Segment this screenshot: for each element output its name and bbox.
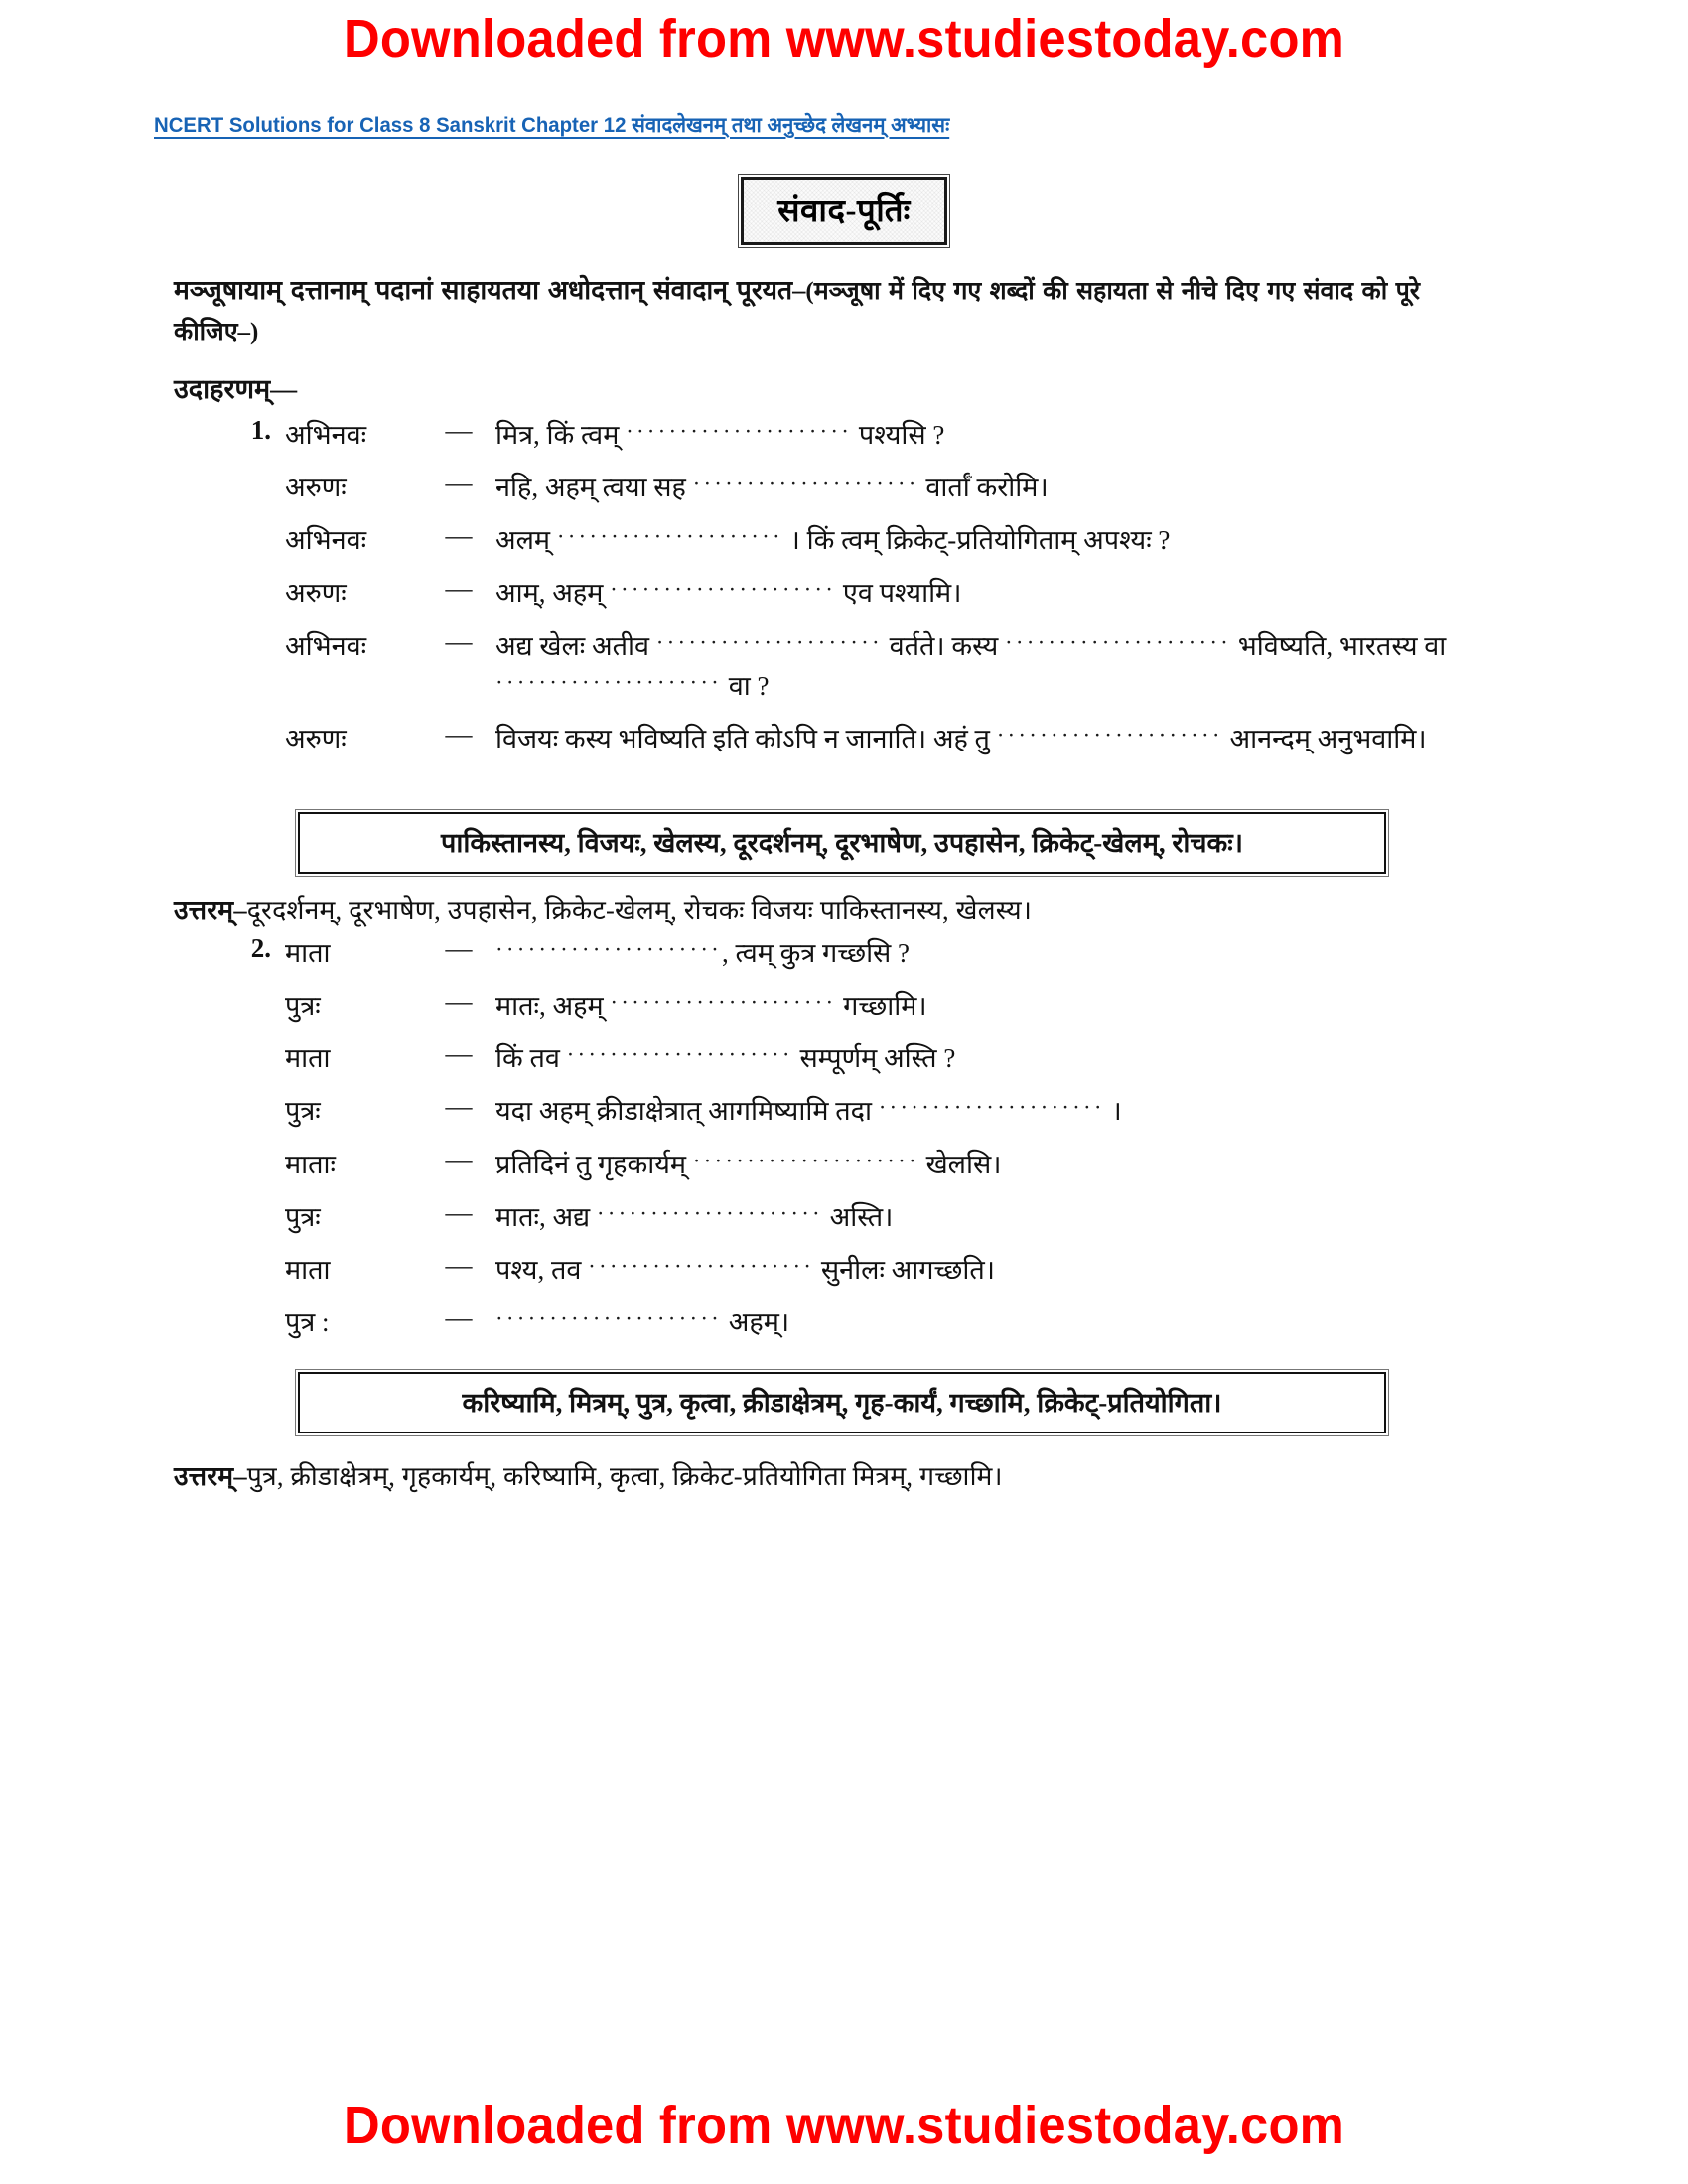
speaker-label: अरुणः: [285, 723, 347, 753]
dialogue-dash: —: [445, 625, 473, 656]
exercise-number: 1.: [250, 415, 271, 445]
blank-dots: ·····················: [692, 472, 919, 497]
dialogue-text: प्रतिदिनं तु गृहकार्यम् ····················· खेलसि।: [495, 1145, 1122, 1197]
dialogue-row: [223, 719, 1488, 771]
blank-dots: ·····················: [655, 629, 883, 655]
dialogue-row: [223, 1145, 1122, 1197]
example-label: उदाहरणम्—: [174, 374, 298, 404]
instruction-paragraph: [174, 270, 1420, 352]
dialogue-dash: —: [445, 1301, 473, 1332]
dialogue-row: [223, 1038, 1122, 1091]
instruction-hindi: (मञ्जूषा में दिए गए शब्दों की सहायता से नीचे दिए गए संवाद को पूरे कीजिए–): [174, 278, 1420, 346]
exercise-number: 2.: [250, 933, 271, 963]
answer-text: पुत्र, क्रीडाक्षेत्रम्, गृहकार्यम्, करिष्यामि, कृत्वा, क्रिकेट-प्रतियोगिता मित्रम्, गच्छामि।: [246, 1461, 1003, 1491]
dialogue-dash: —: [445, 1091, 473, 1122]
answer-text: दूरदर्शनम्, दूरभाषेण, उपहासेन, क्रिकेट-खेलम्, रोचकः विजयः पाकिस्तानस्य, खेलस्य।: [246, 895, 1033, 925]
speaker-label: माता: [285, 1043, 331, 1074]
dialogue-text: पश्य, तव ····················· सुनीलः आगच्छति।: [495, 1250, 1122, 1302]
dialogue-row: [223, 520, 1488, 573]
dialogue-text: मित्र, किं त्वम् ····················· पश्यसि ?: [495, 415, 1488, 468]
answer-label: उत्तरम्–: [174, 1461, 247, 1491]
blank-dots: ·····················: [588, 1253, 815, 1279]
dialogue-table-1: [223, 415, 1488, 771]
dialogue-text: ·····················, त्वम् कुत्र गच्छसि ?: [495, 933, 1122, 986]
row-spacer: [223, 573, 285, 625]
row-spacer: [223, 719, 285, 771]
speaker-label: माता: [285, 1254, 331, 1285]
dialogue-row: [223, 1302, 1122, 1355]
dialogue-text: अलम् ····················· । किं त्वम् क्रिकेट्-प्रतियोगिताम् अपश्यः ?: [495, 520, 1488, 573]
dialogue-dash: —: [445, 573, 473, 604]
answer-line-2: [174, 1457, 1003, 1493]
dialogue-row: [223, 626, 1488, 719]
row-spacer: [223, 1091, 285, 1144]
dialogue-text: मातः, अहम् ····················· गच्छामि।: [495, 986, 1122, 1038]
dialogue-text: विजयः कस्य भविष्यति इति कोऽपि न जानाति। अहं तु ····················· आनन्दम् अनुभवामि।: [495, 719, 1488, 771]
dialogue-dash: —: [445, 468, 473, 498]
dialogue-text: मातः, अद्य ····················· अस्ति।: [495, 1197, 1122, 1250]
dialogue-dash: —: [445, 933, 473, 963]
row-spacer: [223, 1197, 285, 1250]
blank-dots: ·····················: [878, 1095, 1105, 1121]
row-spacer: [223, 986, 285, 1038]
blank-dots: ·····················: [596, 1200, 823, 1226]
speaker-label: पुत्रः: [285, 1201, 321, 1232]
dialogue-dash: —: [445, 986, 473, 1017]
dialogue-text: अद्य खेलः अतीव ····················· वर्तते। कस्य ····················· भविष्यति, भारतस्य वा ····················· वा ?: [495, 626, 1488, 719]
row-spacer: [223, 1145, 285, 1197]
answer-line-1: [174, 891, 1032, 927]
blank-dots: ·····················: [1005, 629, 1232, 655]
speaker-label: पुत्रः: [285, 1096, 321, 1127]
dialogue-dash: —: [445, 1196, 473, 1227]
dialogue-dash: —: [445, 520, 473, 551]
dialogue-text: आम्, अहम् ····················· एव पश्यामि।: [495, 573, 1488, 625]
dialogue-text: ····················· अहम्।: [495, 1302, 1122, 1355]
dialogue-row: [223, 1091, 1122, 1144]
speaker-label: अभिनवः: [285, 525, 367, 556]
blank-dots: ·····················: [566, 1042, 793, 1068]
speaker-label: अरुणः: [285, 473, 347, 503]
watermark-bottom: Downloaded from www.studiestoday.com: [344, 2096, 1344, 2155]
dialogue-row: [223, 986, 1122, 1038]
dialogue-row: [223, 933, 1122, 986]
dialogue-row: [223, 1197, 1122, 1250]
row-spacer: [223, 1038, 285, 1091]
word-bank-1: पाकिस्तानस्य, विजयः, खेलस्य, दूरदर्शनम्, दूरभाषेण, उपहासेन, क्रिकेट्-खेलम्, रोचकः।: [298, 812, 1386, 874]
dialogue-dash: —: [445, 1249, 473, 1280]
dialogue-dash: —: [445, 1038, 473, 1069]
speaker-label: अरुणः: [285, 578, 347, 609]
speaker-label: पुत्र :: [285, 1306, 330, 1337]
blank-dots: ·····················: [556, 524, 783, 550]
dialogue-row: [223, 573, 1488, 625]
page-title: संवाद-पूर्तिः: [741, 177, 946, 245]
dialogue-text: किं तव ····················· सम्पूर्णम् अस्ति ?: [495, 1038, 1122, 1091]
speaker-label: अभिनवः: [285, 630, 367, 661]
row-spacer: [223, 468, 285, 520]
dialogue-dash: —: [445, 1144, 473, 1174]
word-bank-2: करिष्यामि, मित्रम्, पुत्र, कृत्वा, क्रीडाक्षेत्रम्, गृह-कार्यं, गच्छामि, क्रिकेट्-प्रतियोगिता।: [298, 1372, 1386, 1433]
dialogue-row: [223, 468, 1488, 520]
blank-dots: ·····················: [610, 577, 837, 603]
row-spacer: [223, 520, 285, 573]
row-spacer: [223, 1250, 285, 1302]
dialogue-dash: —: [445, 718, 473, 749]
speaker-label: माता: [285, 938, 331, 968]
dialogue-dash: —: [445, 415, 473, 445]
blank-dots: ·····················: [495, 1305, 723, 1331]
dialogue-row: [223, 415, 1488, 468]
speaker-label: अभिनवः: [285, 420, 367, 450]
dialogue-table-2: [223, 933, 1122, 1355]
blank-dots: ·····················: [495, 937, 723, 962]
dialogue-text: यदा अहम् क्रीडाक्षेत्रात् आगमिष्यामि तदा ····················· ।: [495, 1091, 1122, 1144]
blank-dots: ·····················: [692, 1148, 919, 1173]
ncert-header-link[interactable]: NCERT Solutions for Class 8 Sanskrit Chapter 12 संवादलेखनम् तथा अनुच्छेद लेखनम् अभ्यासः: [154, 114, 950, 137]
row-spacer: [223, 1302, 285, 1355]
watermark-top: Downloaded from www.studiestoday.com: [344, 9, 1344, 68]
speaker-label: माताः: [285, 1149, 336, 1179]
blank-dots: ·····················: [996, 722, 1223, 748]
blank-dots: ·····················: [495, 669, 723, 695]
blank-dots: ·····················: [610, 990, 837, 1016]
speaker-label: पुत्रः: [285, 991, 321, 1022]
title-box-container: [0, 177, 1688, 245]
instruction-sanskrit: मञ्जूषायाम् दत्तानाम् पदानां साहायतया अधोदत्तान् संवादान् पूरयत–: [174, 275, 806, 305]
dialogue-row: [223, 1250, 1122, 1302]
dialogue-text: नहि, अहम् त्वया सह ····················· वार्ताँ करोमि।: [495, 468, 1488, 520]
answer-label: उत्तरम्–: [174, 895, 247, 925]
row-spacer: [223, 626, 285, 719]
blank-dots: ·····················: [626, 419, 853, 444]
